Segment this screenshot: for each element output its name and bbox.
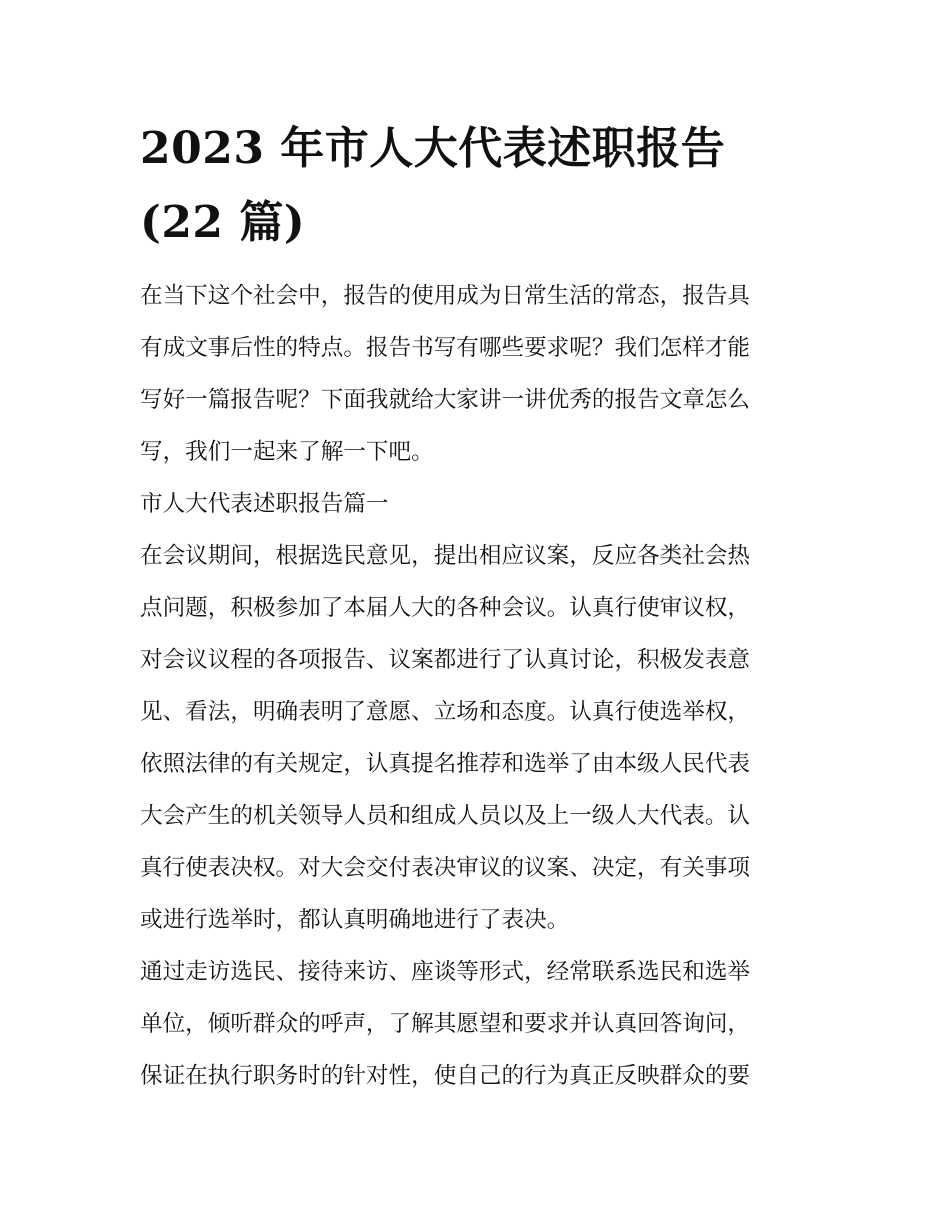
body-paragraph (140, 530, 815, 946)
text-line: 见、看法，明确表明了意愿、立场和态度。认真行使选举权， (140, 699, 751, 725)
text-line: 或进行选举时，都认真明确地进行了表决。 (140, 907, 570, 933)
text-line: 单位，倾听群众的呼声，了解其愿望和要求并认真回答询问， (140, 1011, 751, 1037)
text-line: 对会议议程的各项报告、议案都进行了认真讨论，积极发表意 (140, 647, 751, 673)
document-title (140, 112, 815, 260)
intro-paragraph (140, 270, 815, 478)
text-line: 通过走访选民、接待来访、座谈等形式，经常联系选民和选举 (140, 959, 751, 985)
title-line: 2023 年市人大代表述职报告 (140, 123, 726, 174)
text-line: 保证在执行职务时的针对性，使自己的行为真正反映群众的要 (140, 1063, 751, 1089)
document-content (140, 112, 815, 1102)
text-line: 依照法律的有关规定，认真提名推荐和选举了由本级人民代表 (140, 751, 751, 777)
text-line: 有成文事后性的特点。报告书写有哪些要求呢？我们怎样才能 (140, 335, 751, 361)
text-line: 市人大代表述职报告篇一 (140, 491, 389, 517)
section-heading (140, 478, 815, 530)
text-line: 在会议期间，根据选民意见，提出相应议案，反应各类社会热 (140, 543, 751, 569)
body-paragraph (140, 946, 815, 1102)
text-line: 大会产生的机关领导人员和组成人员以及上一级人大代表。认 (140, 803, 751, 829)
text-line: 写，我们一起来了解一下吧。 (140, 439, 434, 465)
text-line: 在当下这个社会中，报告的使用成为日常生活的常态，报告具 (140, 283, 751, 309)
text-line: 真行使表决权。对大会交付表决审议的议案、决定，有关事项 (140, 855, 751, 881)
text-line: 写好一篇报告呢？下面我就给大家讲一讲优秀的报告文章怎么 (140, 387, 751, 413)
text-line: 点问题，积极参加了本届人大的各种会议。认真行使审议权， (140, 595, 751, 621)
document-body (140, 270, 815, 1102)
title-line: (22 篇) (140, 197, 306, 248)
